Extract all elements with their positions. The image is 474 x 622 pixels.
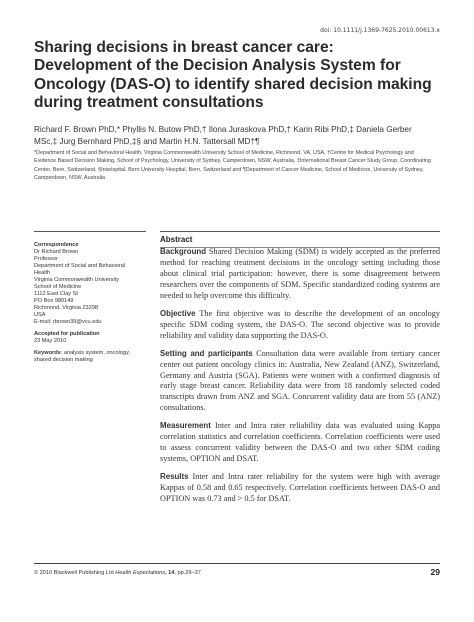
correspondence-line: Professor	[34, 256, 58, 262]
section-label: Objective	[160, 308, 196, 318]
correspondence-line: PO Box 980149	[34, 298, 74, 304]
abstract-header	[160, 231, 440, 248]
footer-rule	[34, 563, 440, 564]
section-text: Consultation data were available from tertiary cancer center out patient oncology clinics in: Australia, New Zealand (ANZ), Switzerland, Germany and Austria (SGA). Patients were women with a confirmed diagnosis of early stage breast cancer. Reliability data were from 18 randomly selected coded transcripts drawn from ANZ and SGA. Concurrent validity data are from 55 (ANZ) consultations.	[160, 348, 440, 413]
correspondence-sidebar	[34, 231, 146, 364]
section-label: Measurement	[160, 421, 211, 431]
page-number: 29	[430, 567, 440, 577]
abstract-section-background	[160, 247, 440, 302]
accepted-date: 23 May 2010	[34, 338, 67, 344]
footer-journal: Health Expectations	[115, 570, 166, 576]
abstract-heading: Abstract	[160, 235, 193, 244]
footer-citation	[34, 570, 201, 576]
footer-pages: , pp.29–37	[174, 570, 201, 576]
correspondence-line: USA	[34, 312, 46, 318]
section-label: Results	[160, 472, 189, 482]
doi-text: doi: 10.1111/j.1369-7625.2010.00613.x	[320, 27, 440, 34]
correspondence-title: Correspondence	[34, 242, 79, 248]
affiliations: *Department of Social and Behavioral Health, Virginia Commonwealth University School of Medicine, Richmond, VA, USA, †Centre for Medical Psychology and Evidence Based Decision Making, School of Psychology, University of Sydney, Camperdown, NSW, Australia, ‡International Breast Cancer Study Group, Coordinating Center, Bern, Switzerland, §Inselspital, Bern University Hospital, Bern, Switzerland and ¶Department of Cancer Medicine, School of Medicine, University of Sydney, Camperdown, NSW, Australia	[34, 150, 431, 182]
footer-volume: , 14	[165, 570, 175, 576]
author-list: Richard F. Brown PhD,* Phyllis N. Butow PhD,† Ilona Juraskova PhD,† Karin Ribi PhD,‡ Daniela Gerber MSc,‡ Jurg Bernhard PhD,‡§ and Martin H.N. Tattersall MD†¶	[34, 125, 412, 146]
sidebar-rule	[34, 231, 146, 232]
keywords	[34, 350, 146, 364]
section-text: Shared Decision Making (SDM) is widely accepted as the preferred method for reaching treatment decisions in the oncology setting including those about clinical trial participation: however, there is some disagreement between researchers over the components of SDM. Specific standardized coding systems are needed to help overcome this difficulty.	[160, 247, 440, 300]
section-text: The first objective was to describe the development of an oncology specific SDM coding system, the DAS-O. The second objective was to provide reliability and validity data supporting the DAS-O.	[160, 308, 440, 340]
section-label: Setting and participants	[160, 348, 253, 358]
correspondence-line: Department of Social and Behavioral	[34, 263, 126, 269]
abstract-body	[160, 247, 440, 512]
section-text: Inter and Intra rater reliability for the system were high with average Kappas of 0.58 and 0.65 respectively. Correlation coefficients between DAS-O and OPTION was 0.73 and > 0.5 for DSAT.	[160, 472, 440, 504]
abstract-section-results	[160, 472, 440, 505]
correspondence-line: School of Medicine	[34, 284, 82, 290]
accepted-title: Accepted for publication	[34, 331, 100, 337]
section-label: Background	[160, 247, 207, 256]
correspondence-line: Dr Richard Brown	[34, 249, 79, 255]
section-text: Inter and Intra rater reliability data was evaluated using Kappa correlation statistics and correlation coefficients. Correlation coefficients were used to assess concurrent validity between the DAS-O and two other SDM coding systems, OPTION and DSAT.	[160, 421, 440, 464]
correspondence-address	[34, 249, 146, 326]
footer-copyright: © 2010 Blackwell Publishing Ltd	[34, 570, 116, 576]
correspondence-email[interactable]: E-mail: rbrown39@vcu.edu	[34, 319, 102, 325]
abstract-section-measurement	[160, 421, 440, 465]
abstract-section-objective	[160, 309, 440, 342]
correspondence-line: Richmond, Virginia 23298	[34, 305, 98, 311]
correspondence-line: Virginia Commonwealth University	[34, 277, 120, 283]
correspondence-line: Health	[34, 270, 51, 276]
abstract-section-setting	[160, 349, 440, 415]
correspondence-line: 1112 East Clay St	[34, 291, 78, 297]
keywords-label: Keywords	[34, 350, 61, 356]
article-title: Sharing decisions in breast cancer care: Development of the Decision Analysis System for Oncology (DAS-O) to identify shared decision making during treatment consultations	[34, 39, 432, 112]
keywords-text: : analysis system, oncology, shared decision making	[34, 350, 130, 363]
